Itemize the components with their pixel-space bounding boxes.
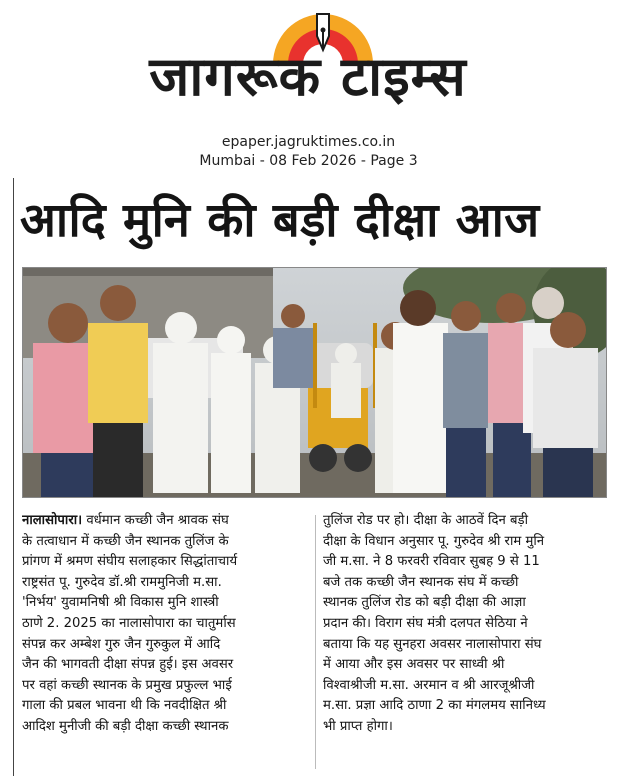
article-column-right <box>323 511 609 738</box>
column-rule <box>13 178 14 776</box>
newspaper-logo <box>118 6 498 114</box>
article-line: आदिश मुनीजी की बड़ी दीक्षा कच्छी स्थानक <box>22 718 229 734</box>
website-url: epaper.jagruktimes.co.in <box>221 134 396 150</box>
article-line: जी म.सा. ने 8 फरवरी रविवार सुबह 9 से 11 <box>323 554 540 570</box>
article-line: राष्ट्रसंत पू. गुरुदेव डॉ.श्री राममुनिजी म.सा. <box>22 574 222 590</box>
article-body <box>22 511 605 773</box>
article-line: ठाणे 2. 2025 का नालासोपारा का चातुर्मास <box>22 615 236 631</box>
masthead <box>0 0 617 200</box>
article-line: के तत्वाधान में कच्छी जैन स्थानक तुलिंज के <box>22 533 229 549</box>
article-line: गाला की प्रबल भावना थी कि नवदीक्षित श्री <box>22 698 227 714</box>
headline: आदि मुनि की बड़ी दीक्षा आज <box>20 193 540 248</box>
article-line: दीक्षा के विधान अनुसार पू. गुरुदेव श्री राम मुनि <box>323 533 545 549</box>
article-line: जैन की भागवती दीक्षा संपन्न हुई। इस अवसर <box>22 657 234 673</box>
article-line: संपन्न कर अम्बेश गुरु जैन गुरुकुल में आदि <box>22 636 221 652</box>
article-line: प्रांगण में श्रमण संघीय सलाहकार सिद्धांताचार्य <box>22 554 238 570</box>
article-line: भी प्राप्त होगा। <box>323 718 393 734</box>
article-column-left <box>22 511 308 738</box>
article-line: म.सा. प्रज्ञा आदि ठाणा 2 का मंगलमय सानिध्य <box>323 698 546 714</box>
article-line: बजे तक कच्छी जैन स्थानक संघ में कच्छी <box>323 574 519 590</box>
article-line-text: वर्धमान कच्छी जैन श्रावक संघ <box>82 513 229 528</box>
article-line: तुलिंज रोड पर हो। दीक्षा के आठवें दिन बड़ी <box>323 513 528 528</box>
article-line: बताया कि यह सुनहरा अवसर नालासोपारा संघ <box>323 636 542 652</box>
edition-info: Mumbai - 08 Feb 2026 - Page 3 <box>199 153 418 169</box>
article-line <box>22 511 308 532</box>
logo-text: जागरूक टाइम्स <box>149 45 467 108</box>
article-line: पर वहां कच्छी स्थानक के प्रमुख प्रफुल्ल भाई <box>22 677 232 693</box>
dateline: नालासोपारा। <box>22 513 83 528</box>
article-line: स्थानक तुलिंज रोड को बड़ी दीक्षा की आज्ञा <box>323 595 526 611</box>
article-line: प्रदान की। विराग संघ मंत्री दलपत सेठिया ने <box>323 615 528 631</box>
article-line: विश्वाश्रीजी म.सा. अरमान व श्री आरजूश्रीजी <box>323 677 535 693</box>
column-divider <box>315 515 316 769</box>
article-line: में आया और इस अवसर पर साध्वी श्री <box>323 657 505 673</box>
article-line: 'निर्भय' युवामनिषी श्री विकास मुनि शास्त्री <box>22 595 219 611</box>
group-photo-image <box>22 267 607 498</box>
